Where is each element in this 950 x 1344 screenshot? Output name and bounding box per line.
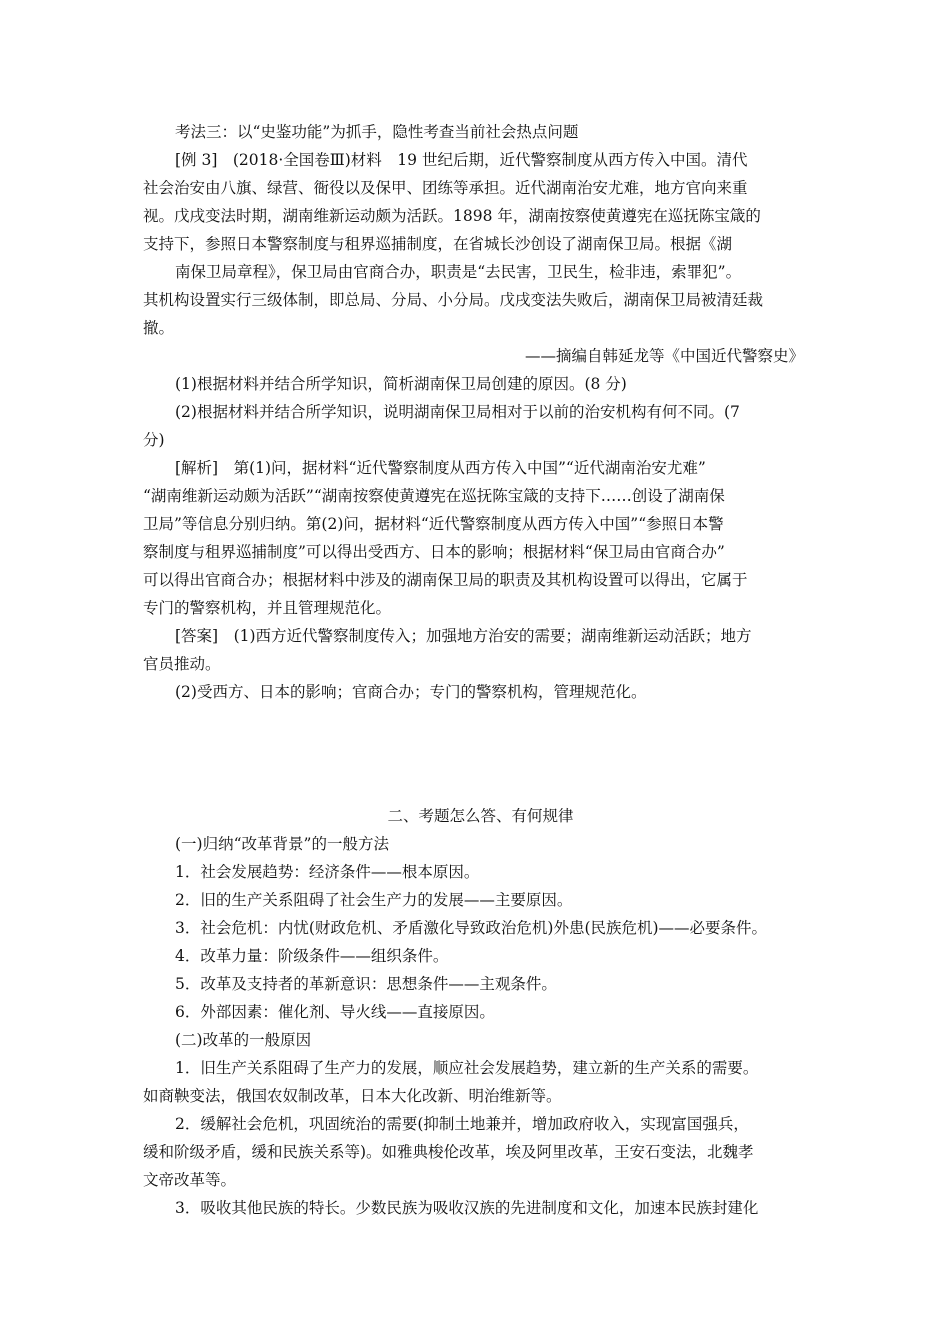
section-title: 考法三：以“史鉴功能”为抓手，隐性考查当前社会热点问题 [175,123,579,141]
analysis-line: 可以得出官商合办；根据材料中涉及的湖南保卫局的职责及其机构设置可以得出，它属于 [143,571,748,589]
list-item: 5．改革及支持者的革新意识：思想条件——主观条件。 [175,975,557,993]
answer-line: 官员推动。 [143,655,221,673]
material-line: 撤。 [143,319,175,337]
reason-line: 缓和阶级矛盾，缓和民族关系等)。如雅典梭伦改革，埃及阿里改革，王安石变法，北魏孝 [143,1143,754,1161]
question-2: (2)根据材料并结合所学知识，说明湖南保卫局相对于以前的治安机构有何不同。(7 [175,403,740,421]
analysis-line: [解析] 第(1)问，据材料“近代警察制度从西方传入中国”“近代湖南治安尤难” [175,459,706,477]
reason-line: 1．旧生产关系阻碍了生产力的发展，顺应社会发展趋势，建立新的生产关系的需要。 [175,1059,759,1077]
example-section [143,118,818,454]
list-item: 3．社会危机：内忧(财政危机、矛盾激化导致政治危机)外患(民族危机)——必要条件。 [175,919,768,937]
material-source: ——摘编自韩延龙等《中国近代警察史》 [524,347,804,365]
list-item: 2．旧的生产关系阻碍了社会生产力的发展——主要原因。 [175,891,573,909]
material-line: 视。戊戌变法时期，湖南维新运动颇为活跃。1898 年，湖南按察使黄遵宪在巡抚陈宝箴的 [143,207,761,225]
reason-line: 如商鞅变法，俄国农奴制改革，日本大化改新、明治维新等。 [143,1087,562,1105]
reason-line: 文帝改革等。 [143,1171,237,1189]
reason-line: 3．吸收其他民族的特长。少数民族为吸收汉族的先进制度和文化，加速本民族封建化 [175,1199,759,1217]
analysis-line: “湖南维新运动颇为活跃”“湖南按察使黄遵宪在巡抚陈宝箴的支持下……创设了湖南保 [143,487,725,505]
analysis-line: 卫局”等信息分别归纳。第(2)问，据材料“近代警察制度从西方传入中国”“参照日本警 [143,515,724,533]
analysis-line: 察制度与租界巡捕制度”可以得出受西方、日本的影响；根据材料“保卫局由官商合办” [143,543,725,561]
material-line: 支持下，参照日本警察制度与租界巡捕制度，在省城长沙创设了湖南保卫局。根据《湖 [143,235,733,253]
analysis-section [143,454,818,622]
material-line: 其机构设置实行三级体制，即总局、分局、小分局。戊戌变法失败后，湖南保卫局被清廷裁 [143,291,764,309]
part2-heading: 二、考题怎么答、有何规律 [387,807,574,825]
list-item: 6．外部因素：催化剂、导火线——直接原因。 [175,1003,495,1021]
question-2-cont: 分) [143,431,165,449]
subheading-2: (二)改革的一般原因 [175,1031,312,1049]
answer-section [143,622,818,706]
subheading-1: (一)归纳“改革背景”的一般方法 [175,835,389,853]
material-line: [例 3] (2018·全国卷Ⅲ)材料 19 世纪后期，近代警察制度从西方传入中国。清代 [175,151,748,169]
reason-line: 2．缓解社会危机，巩固统治的需要(抑制土地兼并，增加政府收入，实现富国强兵， [175,1115,749,1133]
material-line: 南保卫局章程》，保卫局由官商合办，职责是“去民害，卫民生，检非违，索罪犯”。 [175,263,742,281]
question-1: (1)根据材料并结合所学知识，简析湖南保卫局创建的原因。(8 分) [175,375,627,393]
part2-section [143,802,818,1222]
answer-line: [答案] (1)西方近代警察制度传入；加强地方治安的需要；湖南维新运动活跃；地方 [175,627,752,645]
answer-line: (2)受西方、日本的影响；官商合办；专门的警察机构，管理规范化。 [175,683,647,701]
list-item: 4．改革力量：阶级条件——组织条件。 [175,947,449,965]
material-line: 社会治安由八旗、绿营、衙役以及保甲、团练等承担。近代湖南治安尤难，地方官向来重 [143,179,748,197]
analysis-line: 专门的警察机构，并且管理规范化。 [143,599,392,617]
list-item: 1．社会发展趋势：经济条件——根本原因。 [175,863,480,881]
